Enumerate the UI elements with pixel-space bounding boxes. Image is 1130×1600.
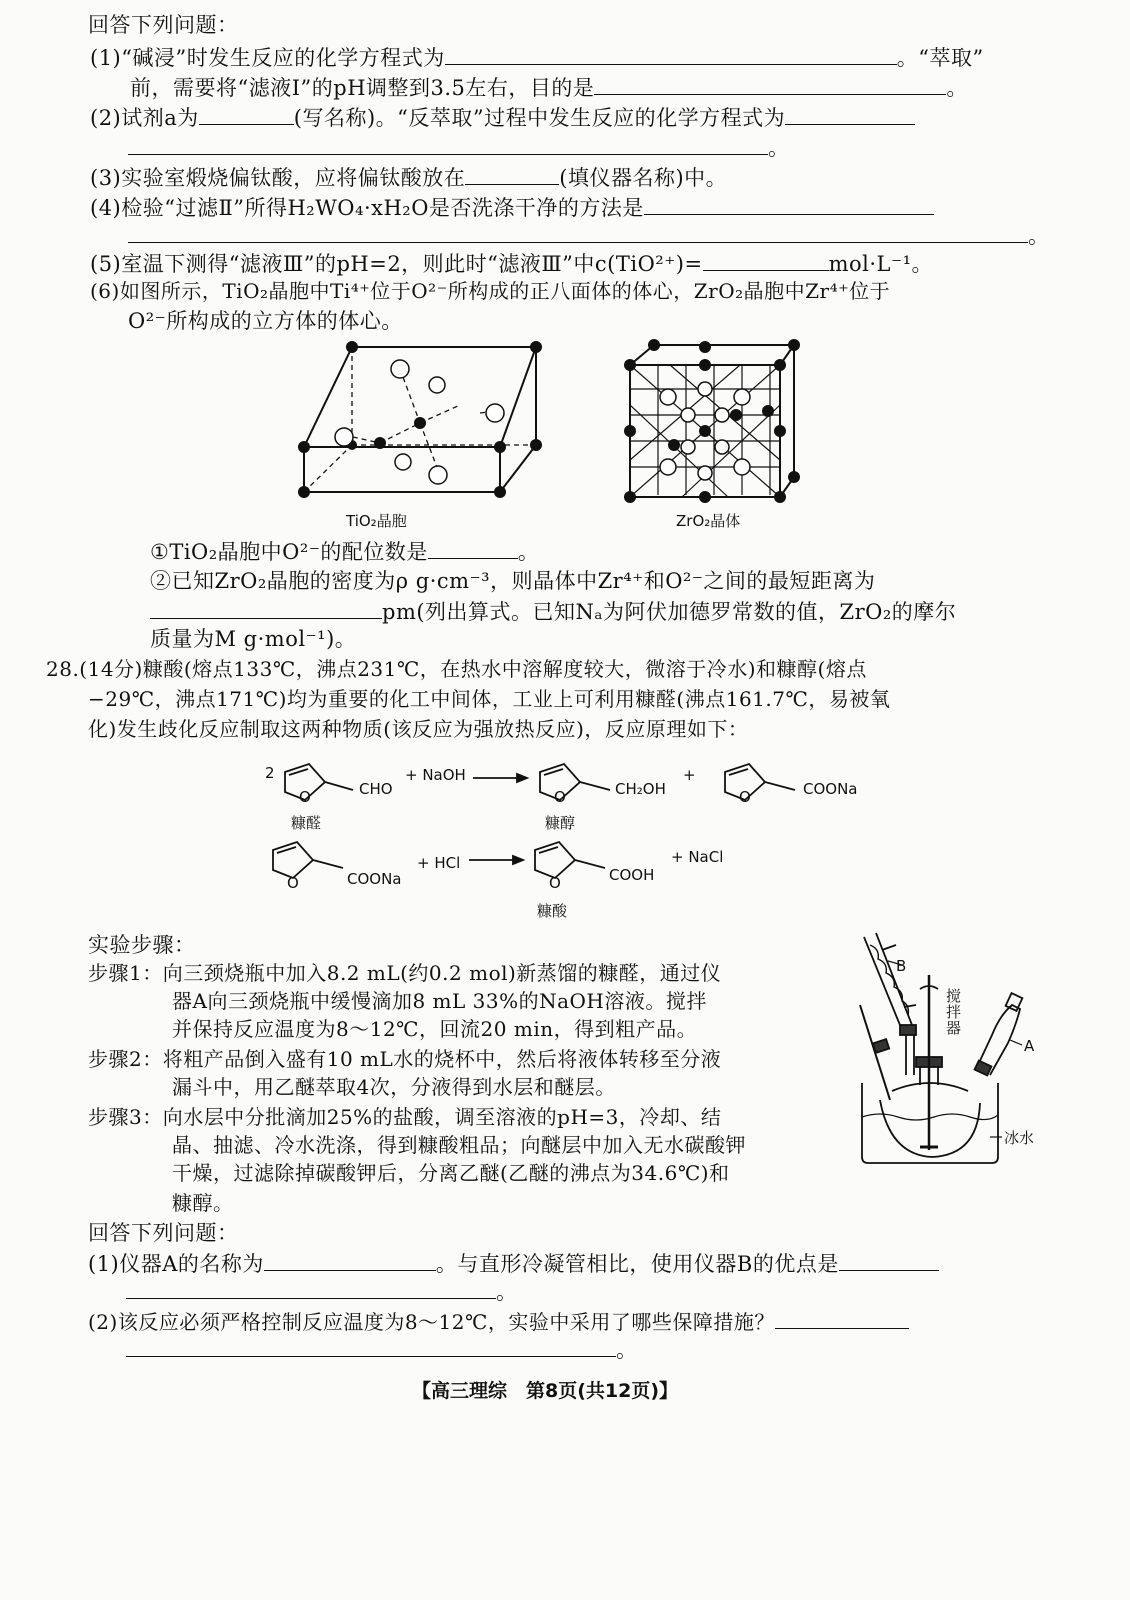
- sub-question-2-line-b: [150, 598, 956, 625]
- q28-intro-1: 28.(14分)糠酸(熔点133℃，沸点231℃，在热水中溶解度较大，微溶于冷水)和糠醇(熔点: [46, 657, 867, 681]
- question-text: 。: [1028, 224, 1050, 248]
- plus-text: +: [683, 766, 696, 784]
- question-1-line-a: [90, 44, 984, 71]
- answer-blank[interactable]: [445, 44, 897, 65]
- question-text: (2)试剂a为: [90, 106, 199, 130]
- ring-o-text: O: [554, 788, 566, 806]
- question-text: 。: [517, 540, 540, 564]
- question-text: pm(列出算式。已知Nₐ为阿伏加德罗常数的值，ZrO₂的摩尔: [382, 600, 957, 624]
- step1-line-a: 步骤1：向三颈烧瓶中加入8.2 mL(约0.2 mol)新蒸馏的糠醛，通过仪: [88, 961, 722, 985]
- step3-line-b: 晶、抽滤、冷水洗涤，得到糠酸粗品；向醚层中加入无水碳酸钾: [172, 1133, 746, 1157]
- question-text: (写名称)。“反萃取”过程中发生反应的化学方程式为: [293, 106, 786, 130]
- answer-blank[interactable]: [264, 1250, 436, 1271]
- answer-blank[interactable]: [785, 104, 915, 125]
- question-text: 。与直形冷凝管相比，使用仪器B的优点是: [435, 1252, 839, 1276]
- step2-line-b: 漏斗中，用乙醚萃取4次，分液得到水层和醚层。: [172, 1075, 616, 1099]
- question-4-line-a: [90, 194, 934, 221]
- answer-blank[interactable]: [644, 194, 934, 215]
- question-text: 前，需要将“滤液Ⅰ”的pH调整到3.5左右，目的是: [130, 76, 595, 100]
- sub-question-2-line-a: ②已知ZrO₂晶胞的密度为ρ g·cm⁻³，则晶体中Zr⁴⁺和O²⁻之间的最短距离为: [150, 569, 876, 593]
- label-stirrer-1: 搅: [946, 987, 962, 1005]
- question-2-line-a: [90, 104, 915, 131]
- sub-question-1: [150, 538, 539, 565]
- question-text: 。: [616, 1338, 638, 1362]
- ring-o-text: O: [549, 874, 561, 892]
- ch2oh-text: CH₂OH: [615, 780, 666, 798]
- question-6-line-a: (6)如图所示，TiO₂晶胞中Ti⁴⁺位于O²⁻所构成的正八面体的体心，ZrO₂晶胞中Zr⁴⁺位于: [90, 279, 891, 303]
- ring-o-text: O: [287, 874, 299, 892]
- question-text: (1)仪器A的名称为: [88, 1252, 264, 1276]
- label-ice-water: 冰水: [1004, 1129, 1035, 1147]
- label-a: A: [1024, 1037, 1035, 1055]
- label-b: B: [896, 957, 907, 975]
- step2-line-a: 步骤2：将粗产品倒入盛有10 mL水的烧杯中，然后将液体转移至分液: [88, 1047, 722, 1071]
- question-3: [90, 164, 727, 191]
- steps-heading: 实验步骤：: [88, 933, 196, 957]
- q28-intro-2: −29℃，沸点171℃)均为重要的化工中间体，工业上可利用糠醛(沸点161.7℃，易被氧: [88, 687, 891, 711]
- answer-blank[interactable]: [126, 1336, 616, 1357]
- question-6-line-b: O²⁻所构成的立方体的体心。: [128, 309, 403, 333]
- answer-blank[interactable]: [128, 222, 1028, 243]
- question-text: 。: [946, 76, 968, 100]
- page-footer: 【高三理综 第8页(共12页)】: [412, 1380, 679, 1402]
- answer-1-line-b: [126, 1278, 518, 1305]
- answer-blank[interactable]: [126, 1278, 496, 1299]
- section-heading: 回答下列问题：: [88, 13, 239, 37]
- answer-blank[interactable]: [839, 1250, 939, 1271]
- apparatus-figure: [840, 925, 1050, 1175]
- plus-hcl-text: + HCl: [417, 854, 461, 872]
- zro2-crystal-figure: [618, 335, 808, 505]
- question-text: 。“萃取”: [896, 46, 984, 70]
- sub-question-2-line-c: 质量为M g·mol⁻¹)。: [150, 627, 357, 651]
- tio2-unit-cell-figure: [290, 335, 560, 505]
- question-text: 。: [496, 1280, 518, 1304]
- name-furoic-acid: 糠酸: [537, 902, 568, 920]
- answer-heading: 回答下列问题：: [88, 1221, 239, 1245]
- tio2-caption: TiO₂晶胞: [346, 512, 407, 530]
- question-2-line-b: [128, 134, 790, 161]
- coona-text: COONa: [347, 870, 402, 888]
- question-text: (5)室温下测得“滤液Ⅲ”的pH=2，则此时“滤液Ⅲ”中c(TiO²⁺)=: [90, 252, 703, 276]
- cooh-text: COOH: [609, 866, 655, 884]
- answer-blank[interactable]: [703, 250, 829, 271]
- plus-nacl-text: + NaCl: [671, 848, 724, 866]
- reaction-scheme: [255, 750, 915, 930]
- question-text: mol·L⁻¹。: [828, 252, 933, 276]
- question-text: (2)该反应必须严格控制反应温度为8～12℃，实验中采用了哪些保障措施？: [88, 1310, 775, 1334]
- zro2-caption: ZrO₂晶体: [676, 512, 741, 530]
- ring-o-text: O: [739, 788, 751, 806]
- question-text: (1)“碱浸”时发生反应的化学方程式为: [90, 46, 445, 70]
- answer-blank[interactable]: [465, 164, 559, 185]
- coona-text: COONa: [803, 780, 858, 798]
- cho-text: CHO: [359, 780, 393, 798]
- label-stirrer-2: 拌: [946, 1003, 962, 1021]
- ring-o-text: O: [299, 788, 311, 806]
- question-5: [90, 250, 933, 277]
- answer-2-line-b: [126, 1336, 638, 1363]
- name-furfuryl-alcohol: 糠醇: [545, 814, 576, 832]
- coef-text: 2: [265, 764, 275, 782]
- answer-blank[interactable]: [428, 538, 518, 559]
- step3-line-c: 干燥，过滤除掉碳酸钾后，分离乙醚(乙醚的沸点为34.6℃)和: [172, 1161, 730, 1185]
- question-text: 。: [768, 136, 790, 160]
- question-4-line-b: [128, 222, 1050, 249]
- q28-intro-3: 化)发生歧化反应制取这两种物质(该反应为强放热反应)，反应原理如下：: [88, 717, 749, 741]
- answer-blank[interactable]: [199, 104, 294, 125]
- step3-line-d: 糠醇。: [172, 1191, 234, 1215]
- label-stirrer-3: 器: [946, 1019, 962, 1037]
- question-1-line-b: [130, 74, 968, 101]
- answer-blank[interactable]: [128, 134, 768, 155]
- answer-2-line-a: [88, 1308, 909, 1335]
- name-furfural: 糠醛: [291, 814, 322, 832]
- question-text: (4)检验“过滤Ⅱ”所得H₂WO₄·xH₂O是否洗涤干净的方法是: [90, 196, 644, 220]
- question-text: ①TiO₂晶胞中O²⁻的配位数是: [150, 540, 428, 564]
- answer-1-line-a: [88, 1250, 939, 1277]
- answer-blank[interactable]: [775, 1308, 909, 1329]
- step3-line-a: 步骤3：向水层中分批滴加25%的盐酸，调至溶液的pH=3，冷却、结: [88, 1105, 722, 1129]
- answer-blank[interactable]: [594, 74, 946, 95]
- answer-blank[interactable]: [150, 598, 382, 619]
- question-text: (填仪器名称)中。: [559, 166, 728, 190]
- plus-naoh-text: + NaOH: [405, 766, 466, 784]
- step1-line-b: 器A向三颈烧瓶中缓慢滴加8 mL 33%的NaOH溶液。搅拌: [172, 989, 707, 1013]
- step1-line-c: 并保持反应温度为8～12℃，回流20 min，得到粗产品。: [172, 1017, 698, 1041]
- question-text: (3)实验室煅烧偏钛酸，应将偏钛酸放在: [90, 166, 466, 190]
